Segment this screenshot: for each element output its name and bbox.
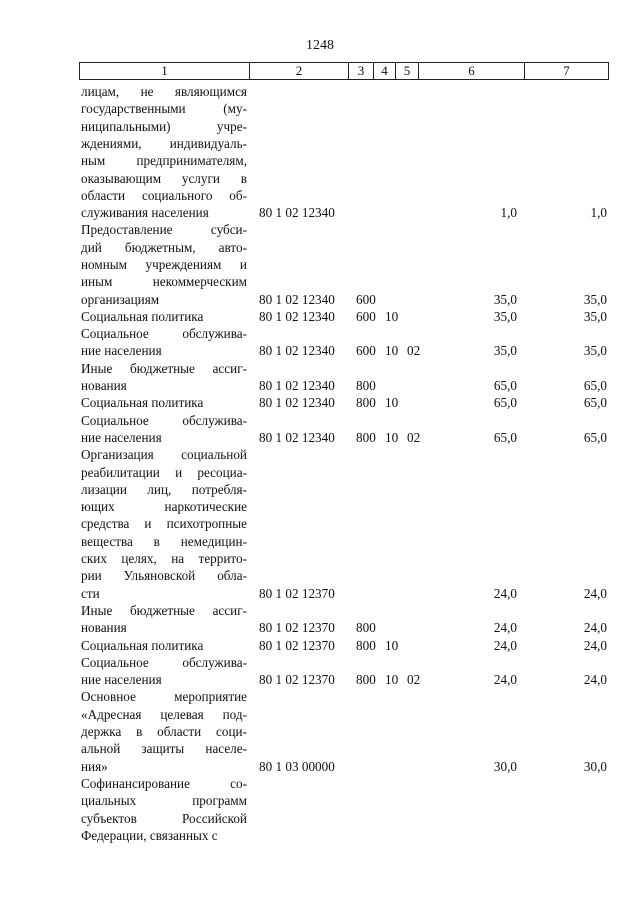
description-line: Социальное обслужива- — [81, 326, 247, 342]
description-line: Социальное обслужива- — [81, 412, 247, 428]
table-row — [0, 446, 640, 602]
expense-type: 800 — [356, 395, 376, 411]
amount-col-7: 35,0 — [583, 291, 607, 307]
description-line: ния» — [81, 758, 108, 774]
description-line: области социального об- — [81, 187, 247, 203]
budget-code: 80 1 02 12340 — [259, 378, 335, 394]
row-description — [81, 360, 247, 395]
description-line: ние населения — [81, 429, 162, 445]
description-line: лизации лиц, потребля- — [81, 481, 247, 497]
amount-col-6: 35,0 — [493, 308, 517, 324]
budget-code: 80 1 02 12370 — [259, 637, 335, 653]
amount-col-6: 35,0 — [493, 291, 517, 307]
budget-code: 80 1 03 00000 — [259, 758, 335, 774]
row-description — [81, 221, 247, 307]
description-line: иным некоммерческим — [81, 274, 247, 290]
table-row — [0, 83, 640, 221]
section: 10 — [385, 308, 399, 324]
page-number: 1248 — [306, 38, 334, 53]
table-row — [0, 394, 640, 411]
description-line: ждениями, индивидуаль- — [81, 135, 247, 151]
amount-col-7: 24,0 — [583, 637, 607, 653]
header-col-6: 6 — [419, 63, 525, 79]
amount-col-6: 65,0 — [493, 378, 517, 394]
row-description — [81, 775, 247, 844]
description-line: Софинансирование со- — [81, 775, 247, 791]
description-line: Федерации, связанных с — [81, 827, 218, 843]
amount-col-6: 65,0 — [493, 429, 517, 445]
table-row — [0, 637, 640, 654]
table-row — [0, 360, 640, 395]
expense-type: 800 — [356, 620, 376, 636]
amount-col-7: 24,0 — [583, 672, 607, 688]
description-line: держка в области соци- — [81, 724, 247, 740]
row-description — [81, 412, 247, 447]
description-line: альной защиты населе- — [81, 741, 247, 757]
description-line: циальных программ — [81, 793, 247, 809]
subsection: 02 — [407, 672, 421, 688]
description-line: реабилитации и ресоциа- — [81, 464, 247, 480]
section: 10 — [385, 637, 399, 653]
section: 10 — [385, 429, 399, 445]
description-line: Социальная политика — [81, 637, 204, 653]
header-col-1: 1 — [80, 63, 250, 79]
subsection: 02 — [407, 429, 421, 445]
description-line: Основное мероприятие — [81, 689, 247, 705]
subsection: 02 — [407, 343, 421, 359]
description-line: Иные бюджетные ассиг- — [81, 360, 247, 376]
description-line: государственными (му- — [81, 101, 247, 117]
row-description — [81, 654, 247, 689]
amount-col-7: 65,0 — [583, 395, 607, 411]
expense-type: 800 — [356, 378, 376, 394]
expense-type: 800 — [356, 429, 376, 445]
description-line: ние населения — [81, 343, 162, 359]
description-line: Социальная политика — [81, 395, 204, 411]
amount-col-7: 30,0 — [583, 758, 607, 774]
amount-col-6: 30,0 — [493, 758, 517, 774]
description-line: Предоставление субси- — [81, 222, 247, 238]
description-line: вещества в немедицин- — [81, 533, 247, 549]
amount-col-6: 24,0 — [493, 585, 517, 601]
row-description — [81, 325, 247, 360]
amount-col-7: 35,0 — [583, 343, 607, 359]
description-line: организациям — [81, 291, 160, 307]
budget-code: 80 1 02 12370 — [259, 585, 335, 601]
description-line: сти — [81, 585, 100, 601]
description-line: дий бюджетным, авто- — [81, 239, 247, 255]
description-line: оказывающим услуги в — [81, 170, 247, 186]
description-line: ющих наркотические — [81, 499, 247, 515]
amount-col-6: 35,0 — [493, 343, 517, 359]
table-row — [0, 775, 640, 844]
amount-col-7: 1,0 — [590, 205, 607, 221]
budget-code: 80 1 02 12340 — [259, 308, 335, 324]
table-row — [0, 688, 640, 775]
expense-type: 600 — [356, 343, 376, 359]
description-line: рии Ульяновской обла- — [81, 568, 247, 584]
row-description — [81, 602, 247, 637]
header-col-3: 3 — [349, 63, 374, 79]
table-row — [0, 308, 640, 325]
row-description — [81, 308, 247, 325]
table-row — [0, 221, 640, 308]
amount-col-7: 65,0 — [583, 378, 607, 394]
header-col-4: 4 — [374, 63, 396, 79]
row-description — [81, 394, 247, 411]
description-line: ным предпринимателям, — [81, 153, 247, 169]
row-description — [81, 688, 247, 774]
budget-code: 80 1 02 12340 — [259, 429, 335, 445]
amount-col-6: 65,0 — [493, 395, 517, 411]
budget-code: 80 1 02 12340 — [259, 205, 335, 221]
description-line: ние населения — [81, 672, 162, 688]
amount-col-7: 65,0 — [583, 429, 607, 445]
amount-col-7: 24,0 — [583, 585, 607, 601]
description-line: лицам, не являющимся — [81, 84, 247, 100]
amount-col-6: 24,0 — [493, 637, 517, 653]
amount-col-6: 1,0 — [500, 205, 517, 221]
description-line: «Адресная целевая под- — [81, 706, 247, 722]
header-col-5: 5 — [396, 63, 419, 79]
description-line: Организация социальной — [81, 447, 247, 463]
description-line: нования — [81, 620, 127, 636]
header-col-2: 2 — [250, 63, 349, 79]
table-body — [0, 83, 640, 844]
table-row — [0, 412, 640, 447]
budget-code: 80 1 02 12370 — [259, 672, 335, 688]
description-line: Социальная политика — [81, 308, 204, 324]
description-line: служивания населения — [81, 205, 209, 221]
amount-col-6: 24,0 — [493, 620, 517, 636]
section: 10 — [385, 395, 399, 411]
table-row — [0, 654, 640, 689]
section: 10 — [385, 343, 399, 359]
table-row — [0, 325, 640, 360]
row-description — [81, 446, 247, 602]
budget-code: 80 1 02 12370 — [259, 620, 335, 636]
row-description — [81, 83, 247, 221]
expense-type: 600 — [356, 308, 376, 324]
table-header — [79, 62, 609, 80]
expense-type: 800 — [356, 637, 376, 653]
expense-type: 600 — [356, 291, 376, 307]
description-line: средства и психотропные — [81, 516, 247, 532]
expense-type: 800 — [356, 672, 376, 688]
description-line: номным учреждениям и — [81, 257, 247, 272]
description-line: ниципальными) учре- — [81, 118, 247, 134]
budget-code: 80 1 02 12340 — [259, 395, 335, 411]
row-description — [81, 637, 247, 654]
description-line: Иные бюджетные ассиг- — [81, 602, 247, 618]
amount-col-7: 24,0 — [583, 620, 607, 636]
header-col-7: 7 — [563, 63, 570, 78]
description-line: нования — [81, 378, 127, 394]
section: 10 — [385, 672, 399, 688]
description-line: Социальное обслужива- — [81, 654, 247, 670]
table-row — [0, 602, 640, 637]
budget-code: 80 1 02 12340 — [259, 343, 335, 359]
description-line: субъектов Российской — [81, 810, 247, 826]
budget-code: 80 1 02 12340 — [259, 291, 335, 307]
amount-col-6: 24,0 — [493, 672, 517, 688]
amount-col-7: 35,0 — [583, 308, 607, 324]
description-line: ских целях, на террито- — [81, 551, 247, 567]
